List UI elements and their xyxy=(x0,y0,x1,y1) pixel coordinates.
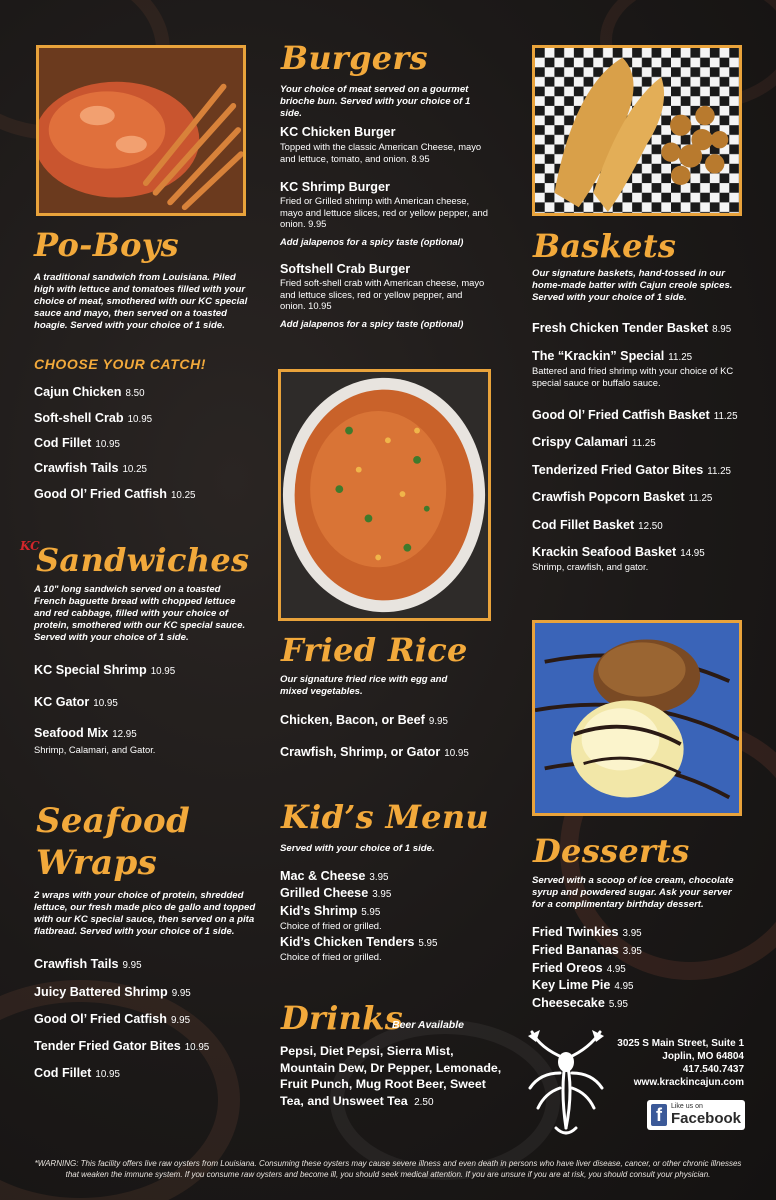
fried-rice-item: Chicken, Bacon, or Beef 9.95 xyxy=(280,713,448,727)
sandwich-note: Shrimp, Calamari, and Gator. xyxy=(34,744,156,755)
basket-item: Krackin Seafood Basket 14.95 xyxy=(532,545,705,559)
burger-extra: Add jalapenos for a spicy taste (optional) xyxy=(280,318,464,329)
sandwich-item: KC Special Shrimp 10.95 xyxy=(34,663,176,677)
basket-item: Cod Fillet Basket 12.50 xyxy=(532,518,663,532)
burger-detail: Topped with the classic American Cheese, mayo and lettuce, tomato, and onion. 8.95 xyxy=(280,141,482,164)
wrap-item: Good Ol’ Fried Catfish 9.95 xyxy=(34,1012,191,1026)
wraps-title-line1: Seafood xyxy=(36,801,191,841)
fried-rice-title: Fried Rice xyxy=(281,631,468,669)
wrap-item: Crawfish Tails 9.95 xyxy=(34,957,142,971)
burger-detail: Fried soft-shell crab with American cheese, mayo and lettuce slices, red or yellow pepper, and onion. 10.95 xyxy=(280,277,485,311)
kids-item: Kid’s Shrimp 5.95 xyxy=(280,904,381,918)
website-link[interactable]: www.krackincajun.com xyxy=(633,1077,744,1088)
crawfish-logo-icon xyxy=(520,1028,612,1138)
basket-item: Good Ol’ Fried Catfish Basket 11.25 xyxy=(532,408,738,422)
raw-oyster-warning: *WARNING: This facility offers live raw oysters from Louisiana. Consuming these oysters may cause severe illness and even death in persons who have liver disease, cancer, or other chronic illnesses that weaken the immune system. If you consume raw oysters and become ill, you should seek medical attention. If you are unsure if you are at risk, you should consult your physician. xyxy=(34,1159,742,1179)
burger-detail: Fried or Grilled shrimp with American cheese, mayo and lettuce slices, red or yellow pepper, and onion. 9.95 xyxy=(280,195,488,229)
facebook-label: Facebook xyxy=(670,1110,741,1127)
facebook-like-label: Like us on xyxy=(670,1103,703,1110)
wrap-item: Juicy Battered Shrimp 9.95 xyxy=(34,985,191,999)
kids-note: Choice of fried or grilled. xyxy=(280,920,382,931)
basket-item: Crawfish Popcorn Basket 11.25 xyxy=(532,490,713,504)
contact-info xyxy=(600,1037,744,1089)
baskets-photo xyxy=(532,45,742,216)
burger-item: KC Shrimp Burger xyxy=(280,180,390,194)
drinks-price: 2.50 xyxy=(414,1096,434,1108)
baskets-title: Baskets xyxy=(533,227,677,265)
poboy-item: Cod Fillet 10.95 xyxy=(34,436,120,450)
poboys-description: A traditional sandwich from Louisiana. Piled high with lettuce and tomatoes filled with your choice of meat, smothered with our KC special sauce and mayo, then served on a toasted hoagie. Served with your choice of 1 side. xyxy=(34,272,248,331)
wrap-item: Cod Fillet 10.95 xyxy=(34,1066,120,1080)
beer-available-note: Beer Available xyxy=(392,1019,464,1031)
basket-item: The “Krackin” Special 11.25 xyxy=(532,349,693,363)
fried-rice-photo xyxy=(278,369,491,621)
kids-item: Kid’s Chicken Tenders 5.95 xyxy=(280,935,438,949)
dessert-item: Cheesecake 5.95 xyxy=(532,996,628,1010)
kids-note: Choice of fried or grilled. xyxy=(280,951,382,962)
address-line2: Joplin, MO 64804 xyxy=(662,1051,744,1062)
dessert-item: Fried Twinkies 3.95 xyxy=(532,925,642,939)
basket-note: Battered and fried shrimp with your choice of KC special sauce or buffalo sauce. xyxy=(532,365,734,388)
sandwich-item: KC Gator 10.95 xyxy=(34,695,118,709)
poboy-item: Crawfish Tails 10.25 xyxy=(34,461,147,475)
desserts-description: Served with a scoop of ice cream, chocolate syrup and powdered sugar. Ask your server for a complimentary birthday dessert. xyxy=(532,875,734,910)
fried-rice-description: Our signature fried rice with egg and mixed vegetables. xyxy=(280,674,448,697)
poboy-item: Soft-shell Crab 10.95 xyxy=(34,411,153,425)
drinks-list xyxy=(280,1043,510,1111)
poboy-item: Cajun Chicken 8.50 xyxy=(34,385,145,399)
poboy-item: Good Ol’ Fried Catfish 10.25 xyxy=(34,487,196,501)
kc-logo-text: KC xyxy=(20,539,40,553)
basket-item: Fresh Chicken Tender Basket 8.95 xyxy=(532,321,732,335)
dessert-item: Fried Bananas 3.95 xyxy=(532,943,642,957)
drinks-list-text: Pepsi, Diet Pepsi, Sierra Mist, Mountain Dew, Dr Pepper, Lemonade, Fruit Punch, Mug Root Beer, Sweet Tea, and Unsweet Tea xyxy=(280,1044,502,1108)
desserts-photo xyxy=(532,620,742,816)
kids-item: Grilled Cheese 3.95 xyxy=(280,886,392,900)
drinks-title: Drinks xyxy=(281,999,404,1037)
burger-item: Softshell Crab Burger xyxy=(280,262,411,276)
sandwich-item: Seafood Mix 12.95 xyxy=(34,726,137,740)
basket-item: Crispy Calamari 11.25 xyxy=(532,435,656,449)
desserts-title: Desserts xyxy=(533,832,690,870)
kids-menu-title: Kid’s Menu xyxy=(281,798,489,836)
dessert-item: Key Lime Pie 4.95 xyxy=(532,978,634,992)
burgers-title: Burgers xyxy=(281,39,428,77)
facebook-badge[interactable] xyxy=(647,1100,745,1130)
poboy-photo xyxy=(36,45,246,216)
address-line1: 3025 S Main Street, Suite 1 xyxy=(617,1038,744,1049)
basket-note: Shrimp, crawfish, and gator. xyxy=(532,561,649,572)
baskets-description: Our signature baskets, hand-tossed in our home-made batter with Cajun creole spices. Served with your choice of 1 side. xyxy=(532,268,733,303)
burgers-description: Your choice of meat served on a gourmet brioche bun. Served with your choice of 1 side. xyxy=(280,84,471,119)
dessert-item: Fried Oreos 4.95 xyxy=(532,961,626,975)
basket-item: Tenderized Fried Gator Bites 11.25 xyxy=(532,463,732,477)
burger-extra: Add jalapenos for a spicy taste (optional) xyxy=(280,236,464,247)
kids-item: Mac & Cheese 3.95 xyxy=(280,869,389,883)
phone-number: 417.540.7437 xyxy=(682,1064,744,1075)
burger-item: KC Chicken Burger xyxy=(280,125,396,139)
facebook-icon: f xyxy=(651,1104,667,1126)
choose-your-catch-heading: CHOOSE YOUR CATCH! xyxy=(34,356,207,372)
sandwiches-description: A 10" long sandwich served on a toasted French baguette bread with chopped lettuce and red cabbage, filled with your choice of protein, smothered with our KC special sauce. Served with your choice of 1 side. xyxy=(34,584,246,643)
wraps-title-line2: Wraps xyxy=(36,843,158,883)
poboys-title: Po-Boys xyxy=(34,226,179,264)
wraps-description: 2 wraps with your choice of protein, shredded lettuce, our fresh made pico de gallo and topped with our KC special sauce, then served on a pita flatbread. Served with your choice of 1 side. xyxy=(34,890,256,937)
sandwiches-title: Sandwiches xyxy=(36,541,250,579)
kids-menu-description: Served with your choice of 1 side. xyxy=(280,843,435,854)
fried-rice-item: Crawfish, Shrimp, or Gator 10.95 xyxy=(280,745,469,759)
wrap-item: Tender Fried Gator Bites 10.95 xyxy=(34,1039,210,1053)
